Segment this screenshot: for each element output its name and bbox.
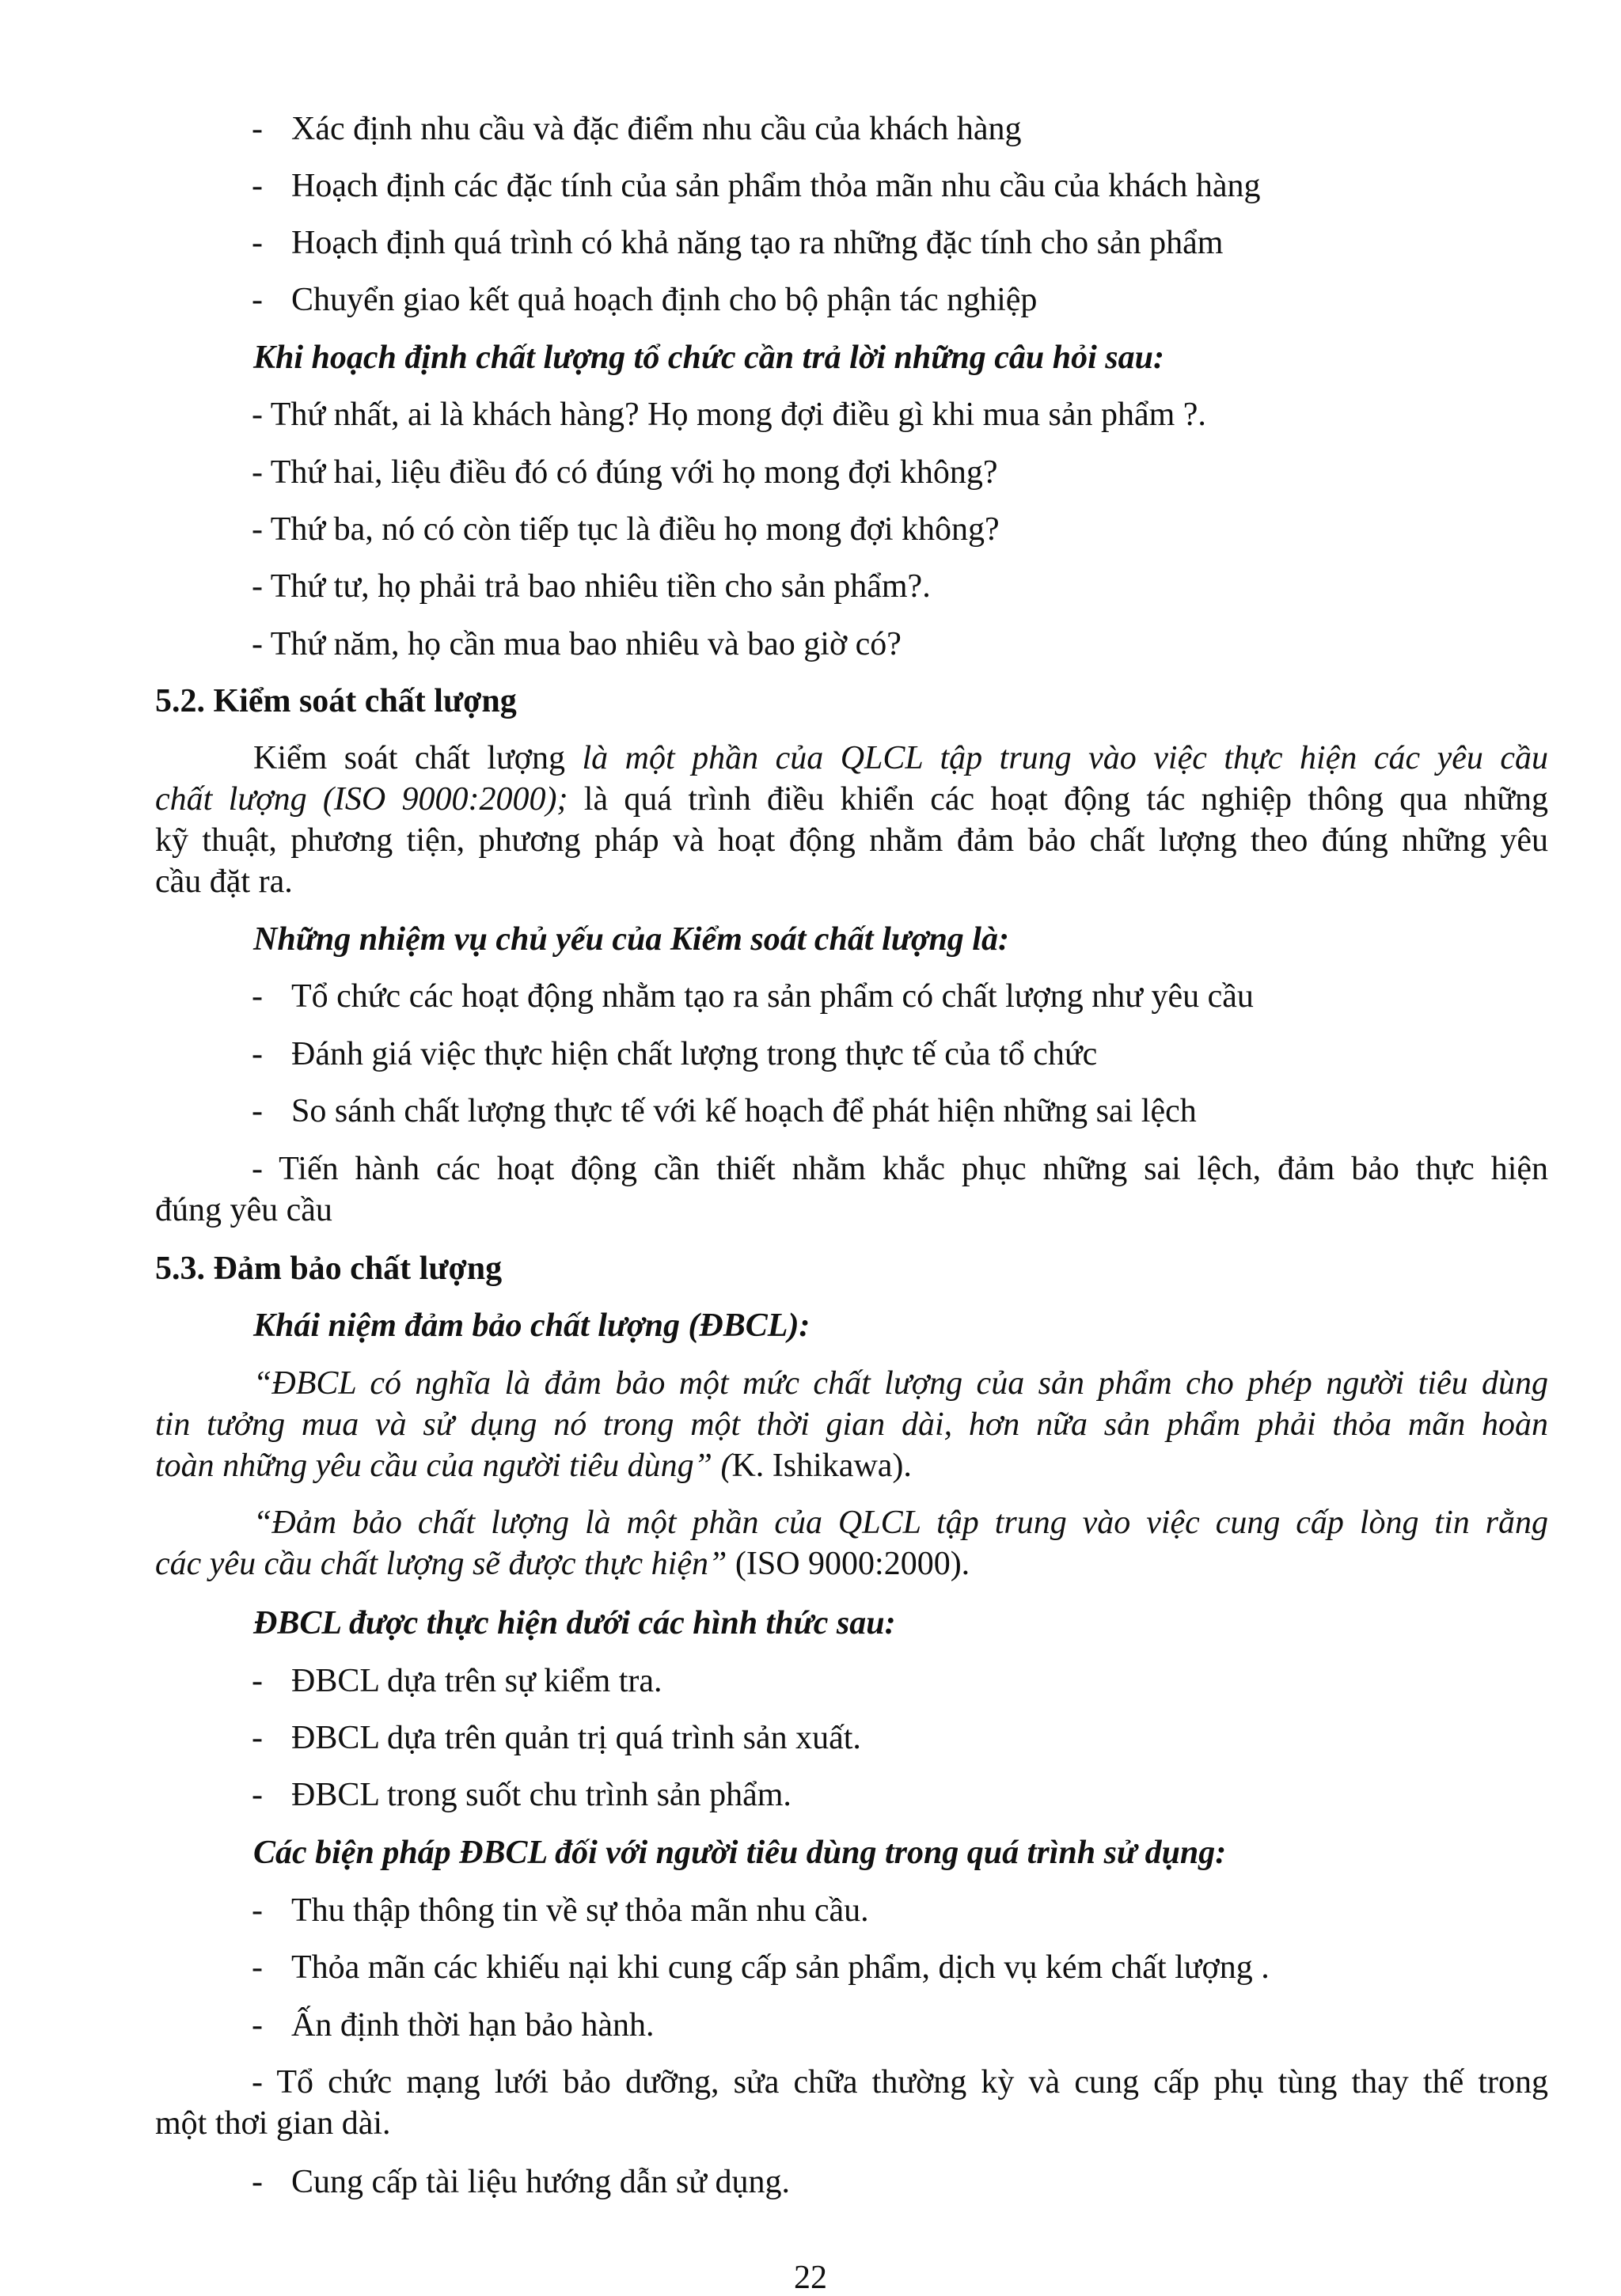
list-item-text: Đánh giá việc thực hiện chất lượng trong thực tế của tổ chức	[291, 1036, 1098, 1072]
question-item: - Thứ ba, nó có còn tiếp tục là điều họ mong đợi không?	[252, 511, 1000, 548]
list-item-text: Cung cấp tài liệu hướng dẫn sử dụng.	[291, 2164, 790, 2200]
bullet-dash: -	[252, 1036, 263, 1072]
bullet-dash: -	[252, 2164, 263, 2200]
list-item-text: So sánh chất lượng thực tế với kế hoạch để phát hiện những sai lệch	[291, 1093, 1197, 1129]
question-item: - Thứ năm, họ cần mua bao nhiêu và bao giờ có?	[252, 626, 902, 662]
list-item-text: Chuyển giao kết quả hoạch định cho bộ phận tác nghiệp	[291, 282, 1038, 318]
section-heading-5-2: 5.2. Kiểm soát chất lượng	[155, 683, 517, 719]
measures-heading: Các biện pháp ĐBCL đối với người tiêu dùng trong quá trình sử dụng:	[253, 1835, 1227, 1871]
list-item-text: Hoạch định quá trình có khả năng tạo ra những đặc tính cho sản phẩm	[291, 225, 1224, 261]
question-item: - Thứ nhất, ai là khách hàng? Họ mong đợi điều gì khi mua sản phẩm ?.	[252, 397, 1206, 433]
list-item-text: Xác định nhu cầu và đặc điểm nhu cầu của khách hàng	[291, 111, 1022, 147]
list-item-text: Thỏa mãn các khiếu nại khi cung cấp sản phẩm, dịch vụ kém chất lượng .	[291, 1949, 1270, 1986]
list-item-text: Thu thập thông tin về sự thỏa mãn nhu cầu.	[291, 1892, 869, 1929]
bullet-dash: -	[252, 282, 263, 318]
list-item-text: ĐBCL dựa trên sự kiểm tra.	[291, 1663, 662, 1699]
tasks-heading: Những nhiệm vụ chủ yếu của Kiểm soát chất lượng là:	[253, 921, 1009, 958]
bullet-dash: -	[252, 1720, 263, 1756]
paragraph-task-4	[155, 1148, 1548, 1231]
bullet-dash: -	[252, 168, 263, 204]
bullet-dash: -	[252, 978, 263, 1015]
bullet-dash: -	[252, 2007, 263, 2044]
list-item-text: Hoạch định các đặc tính của sản phẩm thỏa mãn nhu cầu của khách hàng	[291, 168, 1261, 204]
bullet-dash: -	[252, 1949, 263, 1986]
paragraph-line: tin tưởng mua và sử dụng nó trong một thời gian dài, hơn nữa sản phẩm phải thỏa mãn hoàn	[155, 1406, 1548, 1443]
paragraph-line: chất lượng (ISO 9000:2000); là quá trình điều khiển các hoạt động tác nghiệp thông qua những	[155, 781, 1548, 818]
question-item: - Thứ tư, họ phải trả bao nhiêu tiền cho sản phẩm?.	[252, 568, 931, 605]
list-item-text: ĐBCL trong suốt chu trình sản phẩm.	[291, 1777, 792, 1813]
forms-heading: ĐBCL được thực hiện dưới các hình thức sau:	[253, 1605, 896, 1641]
paragraph-line: cầu đặt ra.	[155, 863, 293, 900]
bullet-dash: -	[252, 1892, 263, 1929]
paragraph-line: “Đảm bảo chất lượng là một phần của QLCL tập trung vào việc cung cấp lòng tin rằng	[253, 1505, 1548, 1541]
list-item-text: ĐBCL dựa trên quản trị quá trình sản xuất.	[291, 1720, 861, 1756]
paragraph-line: đúng yêu cầu	[155, 1192, 332, 1228]
bullet-dash: -	[252, 1093, 263, 1129]
bullet-dash: -	[252, 1777, 263, 1813]
section-heading-5-3: 5.3. Đảm bảo chất lượng	[155, 1250, 503, 1287]
bullet-dash: -	[252, 111, 263, 147]
paragraph-line: - Tiến hành các hoạt động cần thiết nhằm khắc phục những sai lệch, đảm bảo thực hiện	[252, 1151, 1548, 1187]
bullet-dash: -	[252, 225, 263, 261]
concept-heading: Khái niệm đảm bảo chất lượng (ĐBCL):	[253, 1307, 810, 1344]
quote-ishikawa	[155, 1363, 1548, 1486]
paragraph-line: - Tổ chức mạng lưới bảo dưỡng, sửa chữa thường kỳ và cung cấp phụ tùng thay thế trong	[252, 2064, 1548, 2101]
bullet-dash: -	[252, 1663, 263, 1699]
questions-heading: Khi hoạch định chất lượng tổ chức cần trả lời những câu hỏi sau:	[253, 340, 1165, 376]
paragraph-line: Kiểm soát chất lượng là một phần của QLCL tập trung vào việc thực hiện các yêu cầu	[253, 740, 1548, 776]
list-item-text: Ấn định thời hạn bảo hành.	[291, 2007, 655, 2044]
paragraph-line: “ĐBCL có nghĩa là đảm bảo một mức chất lượng của sản phẩm cho phép người tiêu dùng	[253, 1365, 1548, 1402]
paragraph-measure-4	[155, 2062, 1548, 2144]
list-item-text: Tổ chức các hoạt động nhằm tạo ra sản phẩm có chất lượng như yêu cầu	[291, 978, 1254, 1015]
paragraph-line: các yêu cầu chất lượng sẽ được thực hiện” (ISO 9000:2000).	[155, 1546, 970, 1582]
paragraph-line: một thơi gian dài.	[155, 2105, 391, 2142]
paragraph-line: kỹ thuật, phương tiện, phương pháp và hoạt động nhằm đảm bảo chất lượng theo đúng những yêu	[155, 822, 1548, 859]
paragraph-line: toàn những yêu cầu của người tiêu dùng” (K. Ishikawa).	[155, 1448, 912, 1484]
quote-iso	[155, 1502, 1548, 1584]
paragraph-quality-control	[155, 738, 1548, 902]
page-number: 22	[794, 2260, 827, 2296]
question-item: - Thứ hai, liệu điều đó có đúng với họ mong đợi không?	[252, 454, 998, 491]
